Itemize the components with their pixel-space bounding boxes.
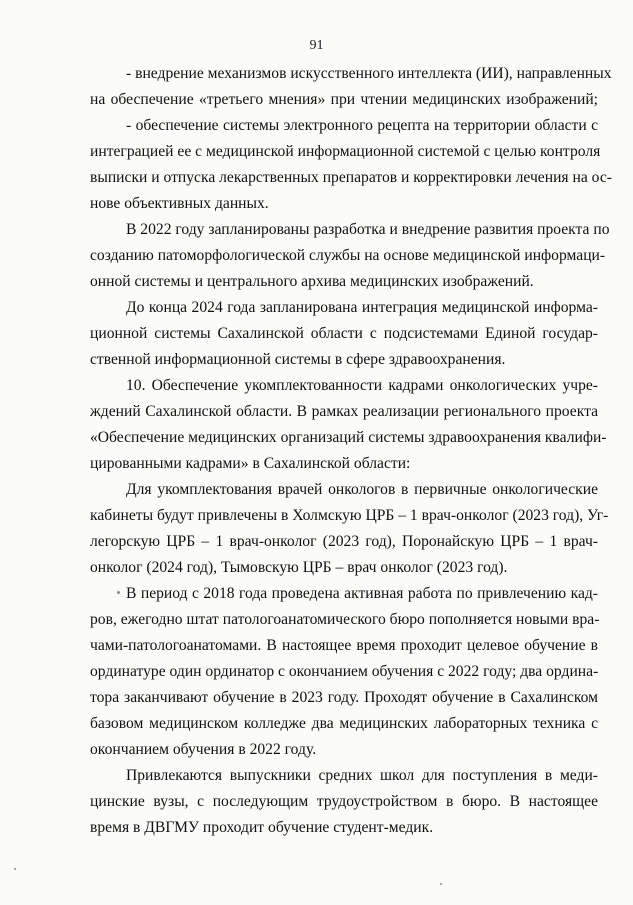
text-line: чами-патологоанатомами. В настоящее время проходит целевое обучение в [90, 637, 598, 654]
text-line: В 2022 году запланированы разработка и внедрение развития проекта по [126, 221, 610, 238]
text-line: на обеспечение «третьего мнения» при чтении медицинских изображений; [90, 91, 598, 108]
text-line: нове объективных данных. [90, 195, 269, 212]
text-line: ординатуре один ординатор с окончанием обучения с 2022 году; два ордина- [90, 663, 599, 680]
text-line: выписки и отпуска лекарственных препаратов и корректировки лечения на ос- [90, 169, 612, 186]
text-line: кабинеты будут привлечены в Холмскую ЦРБ – 1 врач-онколог (2023 год), Уг- [90, 507, 609, 524]
text-line: До конца 2024 года запланирована интеграция медицинской информа- [126, 299, 598, 316]
page-number: 91 [309, 38, 324, 53]
text-line: цинские вузы, с последующим трудоустройством в бюро. В настоящее [90, 793, 598, 810]
text-line: легорскую ЦРБ – 1 врач-онколог (2023 год), Поронайскую ЦРБ – 1 врач- [90, 533, 598, 550]
text-line: онной системы и центрального архива медицинских изображений. [90, 273, 534, 290]
text-line: ждений Сахалинской области. В рамках реализации регионального проекта [90, 403, 598, 420]
text-line: цированными кадрами» в Сахалинской области: [90, 455, 411, 472]
text-line: базовом медицинском колледже два медицинских лабораторных техника с [90, 715, 598, 732]
text-line: - обеспечение системы электронного рецепта на территории области с [126, 117, 598, 134]
text-line: 10. Обеспечение укомплектованности кадрами онкологических учре- [126, 377, 598, 394]
text-line: интеграцией ее с медицинской информационной системой с целью контроля [90, 143, 601, 160]
text-line: В период с 2018 года проведена активная работа по привлечению кад- [126, 585, 598, 602]
text-line: ственной информационной системы в сфере здравоохранения. [90, 351, 506, 368]
scan-speck [14, 868, 16, 870]
text-line: созданию патоморфологической службы на основе медицинской информаци- [90, 247, 606, 264]
text-line: «Обеспечение медицинских организаций системы здравоохранения квалифи- [90, 429, 607, 446]
scan-speck [117, 591, 120, 594]
scan-speck [440, 883, 442, 885]
text-line: - внедрение механизмов искусственного интеллекта (ИИ), направленных [126, 65, 612, 82]
text-line: окончанием обучения в 2022 году. [90, 741, 317, 758]
text-line: ров, ежегодно штат патологоанатомического бюро пополняется новыми вра- [90, 611, 600, 628]
text-line: Для укомплектования врачей онкологов в первичные онкологические [126, 481, 598, 498]
text-line: Привлекаются выпускники средних школ для поступления в меди- [126, 767, 598, 784]
text-line: время в ДВГМУ проходит обучение студент-медик. [90, 819, 434, 836]
text-line: тора заканчивают обучение в 2023 году. Проходят обучение в Сахалинском [90, 689, 598, 706]
text-line: ционной системы Сахалинской области с подсистемами Единой государ- [90, 325, 598, 342]
text-line: онколог (2024 год), Тымовскую ЦРБ – врач онколог (2023 год). [90, 559, 508, 576]
